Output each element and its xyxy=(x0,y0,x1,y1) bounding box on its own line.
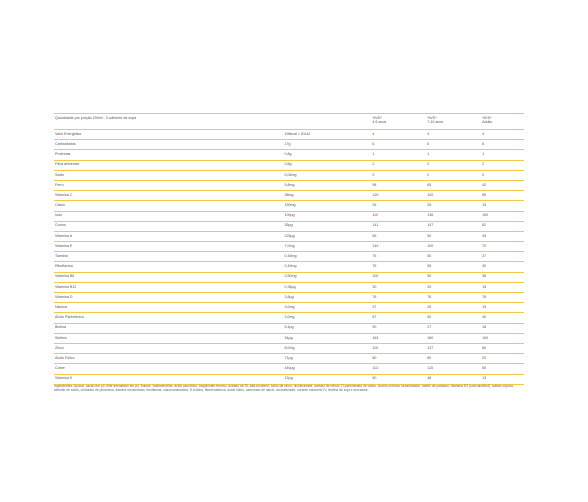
table-row xyxy=(54,222,524,232)
table-row xyxy=(54,303,524,313)
value-4-6: 75 xyxy=(372,264,377,269)
value-adult: 76 xyxy=(482,294,487,299)
nutrient-name: Vitamina A xyxy=(55,233,73,238)
nutrient-amount: 17g xyxy=(284,141,291,146)
value-7-10: 76 xyxy=(427,294,432,299)
value-7-10: 65 xyxy=(427,182,432,187)
table-row xyxy=(54,313,524,323)
column-header-line2: 4-6 anos xyxy=(372,120,387,125)
table-row xyxy=(54,262,524,272)
value-adult: 20 xyxy=(482,355,487,360)
nutrient-amount: 5,4µg xyxy=(284,325,294,330)
nutrient-amount: 35µg xyxy=(284,223,293,228)
table-row xyxy=(54,171,524,181)
nutrient-amount: 100µg xyxy=(284,213,295,218)
value-4-6: 4 xyxy=(372,131,375,136)
value-7-10: 2 xyxy=(427,162,430,167)
table-row xyxy=(54,293,524,303)
value-adult: 2 xyxy=(482,162,485,167)
table-row xyxy=(54,130,524,140)
value-4-6: 0 xyxy=(372,172,375,177)
table-row xyxy=(54,344,524,354)
value-4-6: 6 xyxy=(372,141,375,146)
column-header-4-6 xyxy=(372,117,427,125)
nutrient-amount: 0,04mg xyxy=(284,172,297,177)
table-row xyxy=(54,181,524,191)
nutrient-name: Biotina xyxy=(55,325,66,330)
table-header-row xyxy=(54,114,524,130)
nutrient-amount: 150mg xyxy=(284,203,296,208)
nutrient-name: Cálcio xyxy=(55,203,65,208)
nutrient-name: Vitamina C xyxy=(55,192,73,197)
table-row xyxy=(54,324,524,334)
value-4-6: 80 xyxy=(372,355,377,360)
value-adult: 80 xyxy=(482,345,487,350)
table-row xyxy=(54,191,524,201)
value-4-6: 67 xyxy=(372,315,377,320)
column-header-7-10 xyxy=(427,117,482,125)
value-adult: 4 xyxy=(482,131,485,136)
table-row xyxy=(54,150,524,160)
nutrient-name: Cromo xyxy=(55,223,66,228)
value-7-10: 137 xyxy=(427,345,434,350)
value-7-10: 50 xyxy=(427,274,432,279)
nutrient-amount: 0,8g xyxy=(284,152,292,157)
nutrient-amount: 38mg xyxy=(284,192,294,197)
value-adult: 15 xyxy=(482,203,487,208)
table-row xyxy=(54,212,524,222)
value-4-6: 30 xyxy=(372,284,377,289)
nutrient-name: Ácido Fólico xyxy=(55,355,75,360)
serving-label: Quantidade por porção 200ml - 3 colheres de sopa xyxy=(55,115,137,120)
value-4-6: 110 xyxy=(372,213,379,218)
nutrient-name: Fibra alimentar xyxy=(55,162,79,167)
nutrient-amount: 440µg xyxy=(284,366,295,371)
table-row xyxy=(54,242,524,252)
nutrient-name: Valor Energético xyxy=(55,131,82,136)
value-adult: 100 xyxy=(482,213,489,218)
value-7-10: 6 xyxy=(427,141,430,146)
value-4-6: 76 xyxy=(372,294,377,299)
nutrient-name: Ácido Pantotênico xyxy=(55,315,84,320)
nutrient-amount: 225µg xyxy=(284,233,295,238)
table-row xyxy=(54,364,524,374)
value-4-6: 140 xyxy=(372,243,379,248)
nutrient-amount: 3,8µg xyxy=(284,294,294,299)
nutrient-amount: 0,49mg xyxy=(284,264,297,269)
column-header-line2: Adulto xyxy=(482,120,493,125)
nutrient-name: Proteínas xyxy=(55,152,71,157)
value-4-6: 141 xyxy=(372,223,379,228)
nutrient-name: Riboflavina xyxy=(55,264,73,269)
value-4-6: 90 xyxy=(372,325,377,330)
value-adult: 1 xyxy=(482,152,485,157)
nutrient-amount: 196kcal = 811kJ xyxy=(284,131,311,136)
value-adult: 70 xyxy=(482,243,487,248)
value-adult: 30 xyxy=(482,264,487,269)
nutrient-amount: 2,0mg xyxy=(284,315,295,320)
nutrient-name: Zinco xyxy=(55,345,64,350)
value-7-10: 50 xyxy=(427,254,432,259)
nutrient-amount: 8,0mg xyxy=(284,345,295,350)
value-adult: 55 xyxy=(482,366,487,371)
value-adult: 6 xyxy=(482,141,485,146)
value-adult: 37 xyxy=(482,254,487,259)
value-4-6: 25 xyxy=(372,203,377,208)
nutrient-amount: 71µg xyxy=(284,355,293,360)
nutrient-name: Selênio xyxy=(55,335,67,340)
column-header-line1: %VD* xyxy=(482,115,492,120)
value-adult: 18 xyxy=(482,325,487,330)
value-adult: 42 xyxy=(482,182,487,187)
value-7-10: 4 xyxy=(427,131,430,136)
value-7-10: 136 xyxy=(427,213,434,218)
value-adult: 13 xyxy=(482,376,487,381)
table-row xyxy=(54,283,524,293)
value-4-6: 1 xyxy=(372,152,375,157)
value-adult: 0 xyxy=(482,172,485,177)
value-7-10: 100 xyxy=(427,243,434,248)
nutrient-amount: 5,8mg xyxy=(284,182,295,187)
nutrient-name: Vitamina B6 xyxy=(55,274,75,279)
nutrient-name: Ferro xyxy=(55,182,64,187)
nutrient-name: Carboidratos xyxy=(55,141,76,146)
value-4-6: 110 xyxy=(372,345,379,350)
nutrient-amount: 34µg xyxy=(284,335,293,340)
nutrient-name: Niacina xyxy=(55,304,67,309)
value-4-6: 120 xyxy=(372,192,379,197)
value-7-10: 27 xyxy=(427,325,432,330)
value-adult: 82 xyxy=(482,223,487,228)
nutrient-amount: 0,50mg xyxy=(284,274,297,279)
value-adult: 45 xyxy=(482,233,487,238)
value-adult: 38 xyxy=(482,274,487,279)
table-row xyxy=(54,354,524,364)
value-adult: 40 xyxy=(482,315,487,320)
value-7-10: 0 xyxy=(427,172,430,177)
value-7-10: 55 xyxy=(427,264,432,269)
value-7-10: 50 xyxy=(427,233,432,238)
value-7-10: 50 xyxy=(427,315,432,320)
table-row xyxy=(54,161,524,171)
nutrient-amount: 0,45mg xyxy=(284,254,297,259)
value-4-6: 2 xyxy=(372,162,375,167)
nutrient-amount: 12µg xyxy=(284,376,293,381)
nutrient-name: Vitamina K xyxy=(55,376,73,381)
value-adult: 89 xyxy=(482,192,487,197)
value-4-6: 55 xyxy=(372,233,377,238)
value-7-10: 25 xyxy=(427,304,432,309)
value-7-10: 48 xyxy=(427,376,432,381)
value-7-10: 115 xyxy=(427,366,433,371)
value-4-6: 163 xyxy=(372,335,379,340)
value-adult: 15 xyxy=(482,284,487,289)
ingredients-text: Ingredientes: Açúcar, cacau em pó, leite desnatado em pó, frutose, maltodextrina, ácido ascórbico, bisglicinato ferroso, acetato de DL-alfa-tocoferol, óxido de zinco, nicotinamida, acetato de retinol, D-pantotenato de cálcio, cloreto crômico hexaidratado, iodeto de potássio, vitamina D3 (colecalciferol), sulfato cúprico, selenito de sódio, cloridrato de piridoxina, tiamina mononitrato, riboflavina, cianocobalamina, D-biotina, fitomenadiona, ácido fólico, carbonato de cálcio, aromatizante, corante caramelo IV, lecitina de soja e sucralose. xyxy=(54,384,515,393)
value-4-6: 113 xyxy=(372,366,379,371)
table-row xyxy=(54,273,524,283)
table-row xyxy=(54,232,524,242)
value-7-10: 20 xyxy=(427,284,432,289)
value-4-6: 60 xyxy=(372,376,377,381)
nutrient-amount: 0,36µg xyxy=(284,284,296,289)
nutrient-name: Vitamina E xyxy=(55,243,73,248)
value-4-6: 100 xyxy=(372,274,379,279)
table-row xyxy=(54,140,524,150)
nutrient-name: Sódio xyxy=(55,172,65,177)
column-header-line1: %VD* xyxy=(427,115,437,120)
table-body xyxy=(54,130,524,385)
value-4-6: 98 xyxy=(372,182,377,187)
value-7-10: 160 xyxy=(427,335,434,340)
value-adult: 19 xyxy=(482,304,487,309)
nutrient-amount: 3,0mg xyxy=(284,304,295,309)
value-7-10: 1 xyxy=(427,152,430,157)
table-row xyxy=(54,334,524,344)
nutrient-name: Cobre xyxy=(55,366,65,371)
nutrient-amount: 7,0mg xyxy=(284,243,295,248)
table-row xyxy=(54,201,524,211)
value-7-10: 147 xyxy=(427,223,434,228)
value-7-10: 26 xyxy=(427,203,432,208)
value-4-6: 75 xyxy=(372,254,377,259)
nutrition-table xyxy=(54,113,524,385)
value-7-10: 100 xyxy=(427,192,434,197)
value-7-10: 60 xyxy=(427,355,432,360)
nutrient-amount: 0,6g xyxy=(284,162,292,167)
column-header-adult xyxy=(482,117,524,125)
table-row xyxy=(54,252,524,262)
column-header-line1: %VD* xyxy=(372,115,382,120)
nutrient-name: Iodo xyxy=(55,213,62,218)
value-adult: 100 xyxy=(482,335,489,340)
value-4-6: 37 xyxy=(372,304,377,309)
nutrient-name: Vitamina B12 xyxy=(55,284,77,289)
column-header-line2: 7-10 anos xyxy=(427,120,444,125)
nutrient-name: Vitamina D xyxy=(55,294,73,299)
nutrient-name: Tiamina xyxy=(55,254,68,259)
